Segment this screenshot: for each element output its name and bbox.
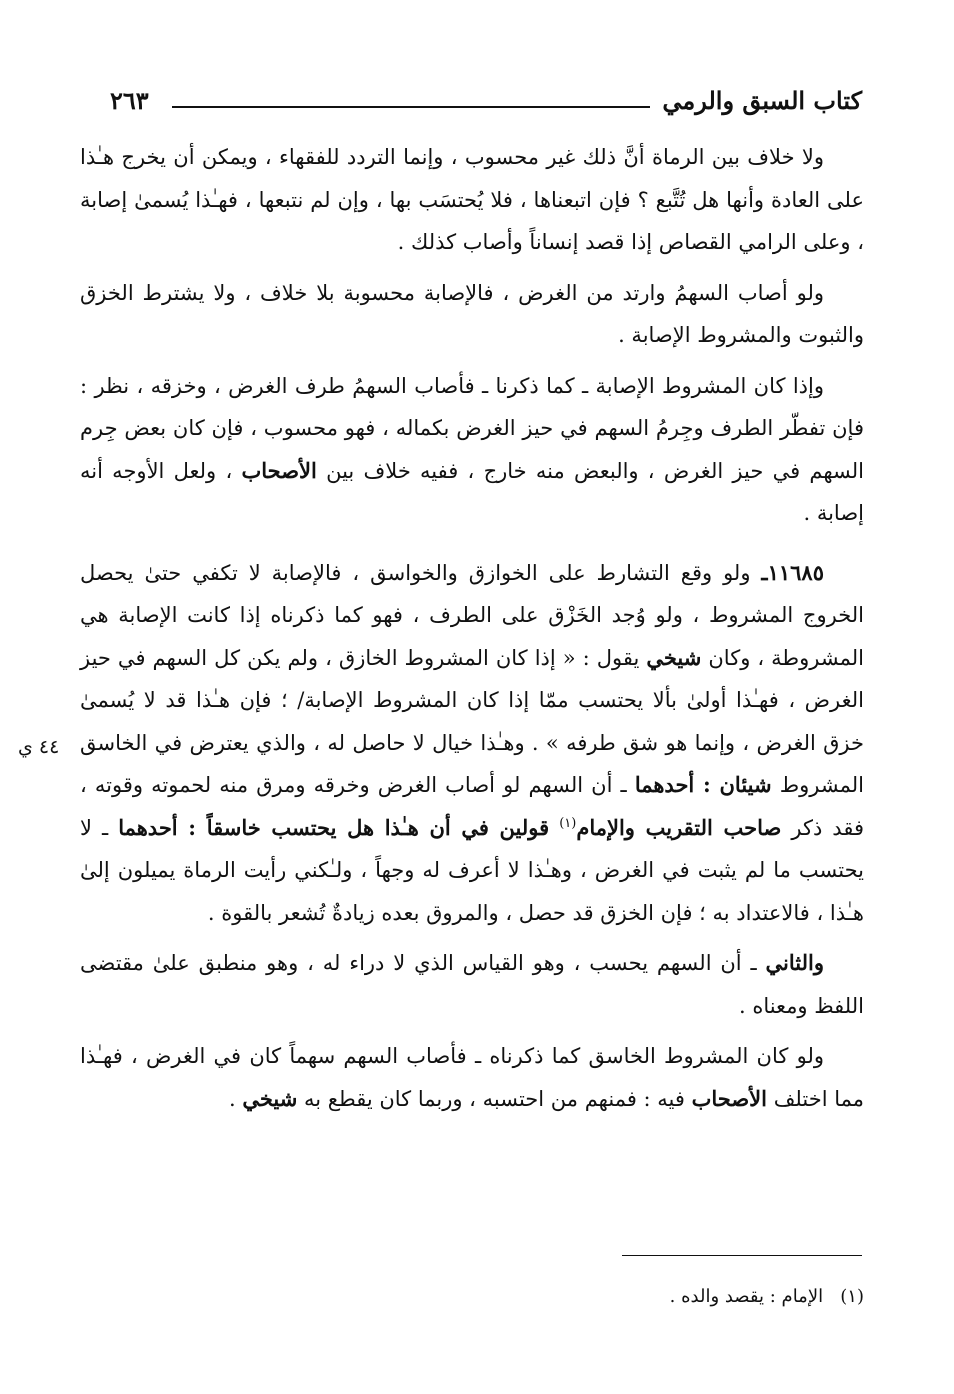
paragraph-4-bold-4: قولين في أن هـٰذا هل يحتسب خاسقاً : أحدهما: [118, 814, 550, 840]
paragraph-1: ولا خلاف بين الرماة أنَّ ذلك غير محسوب ، وإنما التردد للفقهاء ، ويمكن أن يخرج هـٰذا على العادة وأنها هل تُتَّبع ؟ فإن اتبعناها ، فلا يُحتسَب بها ، وإن لم نتبعها ، فهـٰذا يُسمىٰ إصابة ، وعلى الرامي القصاص إذا قصد إنساناً وأصاب كذلك .: [80, 145, 864, 254]
paragraph-3-text-b: ، ولعل الأوجه أنه إصابة .: [80, 458, 864, 525]
footnote-text: الإمام : يقصد والده .: [669, 1286, 824, 1307]
paragraph-4-text-d: ـ لا يحتسب ما لم يثبت في الغرض ، وهـٰذا لا أعرف له وجهاً ، ولـٰكني رأيت الرماة يميلون إلىٰ هـٰذا ، فالاعتداد به ؛ فإن الخزق قد حصل ، والمروق بعده زيادةٌ تُشعر بالقوة .: [80, 815, 864, 925]
paragraph-3-text-a: وإذا كان المشروط الإصابة ـ كما ذكرنا ـ فأصاب السهمُ طرف الغرض ، وخزقه ، نظر : فإن تفطّر الطرف وجِرمُ السهم في حيز الغرض بكماله ، فهو محسوب ، فإن كان بعض جِرم السهم في حيز الغرض ، والبعض منه خارج ، ففيه خلاف بين: [80, 373, 864, 483]
paragraph-5-bold: والثاني: [765, 950, 824, 975]
paragraph-6-text-c: .: [228, 1086, 236, 1111]
footnote-ref: (١): [559, 815, 577, 831]
paragraph-6-bold-2: شيخي: [242, 1085, 298, 1111]
footnote-marker: (١): [840, 1286, 864, 1307]
paragraph-5-text: ـ أن السهم يحسب ، وهو القياس الذي لا دراء له ، وهو منطبق علىٰ مقتضى اللفظ ومعناه .: [80, 951, 864, 1018]
running-title: كتاب السبق والرمي: [662, 86, 862, 115]
paragraph-6-bold-1: الأصحاب: [691, 1085, 767, 1111]
paragraph-4-text-b: يقول : « إذا كان المشروط الخازق ، ولم يكن كل السهم في حيز الغرض ، فهـٰذا أولىٰ بألا يحتسب ممّا إذا كان المشروط الإصابة/ ؛ فإن هـٰذا قد لا يُسمىٰ خزق الغرض ، وإنما هو شق طرفه » . وهـٰذا خيال لا حاصل له ، والذي يعترض في الخاسق المشروط: [80, 645, 864, 797]
paragraph-4-bold-1: شيخي: [646, 644, 702, 670]
paragraph-4-text-a: ولو وقع التشارط على الخوازق والخواسق ، فالإصابة لا تكفي حتىٰ يحصل الخروج المشروط ، ولو وُجد الخَزْق على الطرف ، فهو كما ذكرناه إذا كانت الإصابة هي المشروطة ، وكان: [80, 560, 864, 670]
margin-note: ٤٤ ي: [18, 736, 60, 758]
paragraph-3: [80, 365, 864, 535]
header-rule: [172, 106, 650, 108]
paragraph-5: [80, 942, 864, 1027]
paragraph-4-bold-3: صاحب التقريب والإمام: [576, 814, 782, 840]
paragraph-4: [80, 552, 864, 935]
page-number: ٢٦٣: [110, 86, 149, 115]
paragraph-6: [80, 1035, 864, 1120]
paragraph-4-text-c: ـ أن السهم لو أصاب الغرض وخرقه ومرق منه لحموته وقوته ، فقد ذكر: [80, 773, 864, 840]
main-text: [80, 136, 864, 1120]
paragraph-6-text-a: ولو كان المشروط الخاسق كما ذكرناه ـ فأصاب السهم سهماً كان في الغرض ، فهـٰذا مما اختلف: [80, 1044, 864, 1111]
paragraph-3-bold: الأصحاب: [241, 457, 317, 483]
running-header: [110, 82, 862, 122]
paragraph-2: ولو أصاب السهمُ وارتد من الغرض ، فالإصابة محسوبة بلا خلاف ، ولا يشترط الخزق والثبوت والمشروط الإصابة .: [80, 280, 864, 347]
footnote-rule: [622, 1255, 862, 1256]
section-number: ١١٦٨٥ـ: [761, 559, 824, 585]
footnote: [80, 1283, 864, 1311]
paragraph-4-bold-2: شيئان : أحدهما: [634, 772, 772, 797]
paragraph-6-text-b: فيه : فمنهم من احتسبه ، وربما كان يقطع به: [304, 1086, 685, 1111]
